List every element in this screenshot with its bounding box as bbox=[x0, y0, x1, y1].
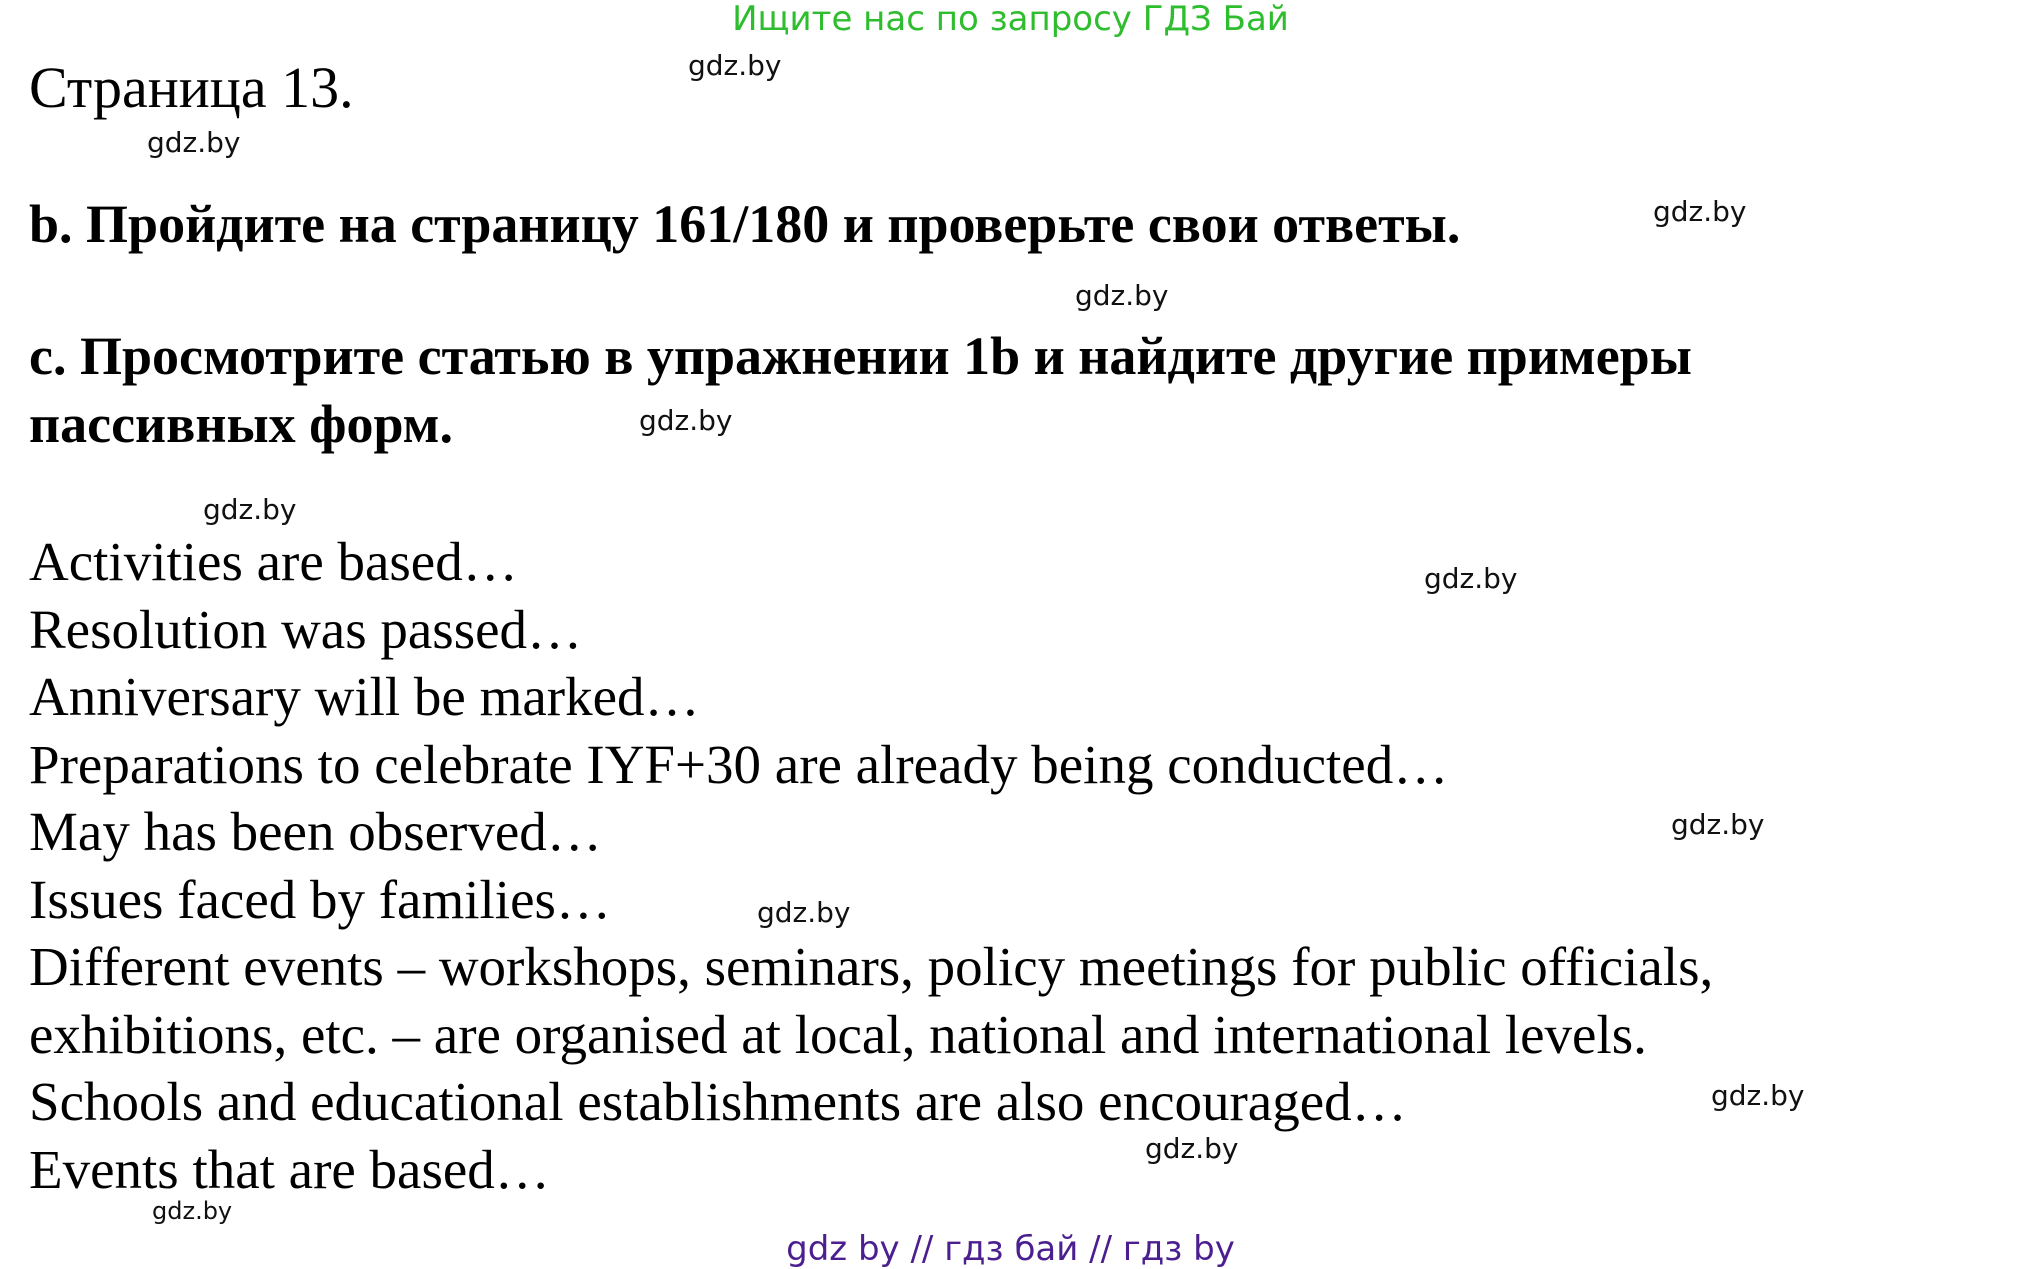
footer-links: gdz by // гдз бай // гдз by bbox=[786, 1229, 1235, 1269]
answer-list bbox=[29, 528, 1713, 1203]
page-title: Страница 13. bbox=[29, 55, 354, 120]
watermark: gdz.by bbox=[688, 49, 782, 82]
watermark: gdz.by bbox=[147, 126, 241, 159]
watermark: gdz.by bbox=[639, 404, 733, 437]
answer-line: Issues faced by families… bbox=[29, 868, 611, 930]
watermark: gdz.by bbox=[203, 493, 297, 526]
answer-line: Activities are based… bbox=[29, 531, 518, 592]
answer-line: Different events – workshops, seminars, policy meetings for public officials, bbox=[29, 936, 1714, 997]
answer-line: Resolution was passed… bbox=[29, 598, 583, 660]
task-c-line-1: c. Просмотрите статью в упражнении 1b и найдите другие примеры bbox=[29, 326, 1692, 386]
watermark: gdz.by bbox=[757, 896, 851, 929]
watermark: gdz.by bbox=[152, 1197, 233, 1225]
task-c bbox=[29, 322, 1692, 458]
answer-line: May has been observed… bbox=[29, 801, 602, 862]
watermark: gdz.by bbox=[1424, 562, 1518, 595]
watermark: gdz.by bbox=[1671, 808, 1765, 841]
answer-line: Anniversary will be marked… bbox=[29, 666, 700, 727]
task-b: b. Пройдите на страницу 161/180 и проверьте свои ответы. bbox=[29, 194, 1461, 254]
watermark: gdz.by bbox=[1145, 1132, 1239, 1165]
answer-line: Schools and educational establishments are also encouraged… bbox=[29, 1071, 1407, 1132]
answer-line: exhibitions, etc. – are organised at local, national and international levels. bbox=[29, 1003, 1647, 1065]
answer-line: Preparations to celebrate IYF+30 are already being conducted… bbox=[29, 733, 1449, 795]
top-banner: Ищите нас по запросу ГДЗ Бай bbox=[732, 0, 1289, 39]
watermark: gdz.by bbox=[1075, 279, 1169, 312]
task-c-line-2: пассивных форм. bbox=[29, 394, 453, 454]
answer-line: Events that are based… bbox=[29, 1138, 550, 1200]
watermark: gdz.by bbox=[1653, 195, 1747, 228]
watermark: gdz.by bbox=[1711, 1079, 1805, 1112]
